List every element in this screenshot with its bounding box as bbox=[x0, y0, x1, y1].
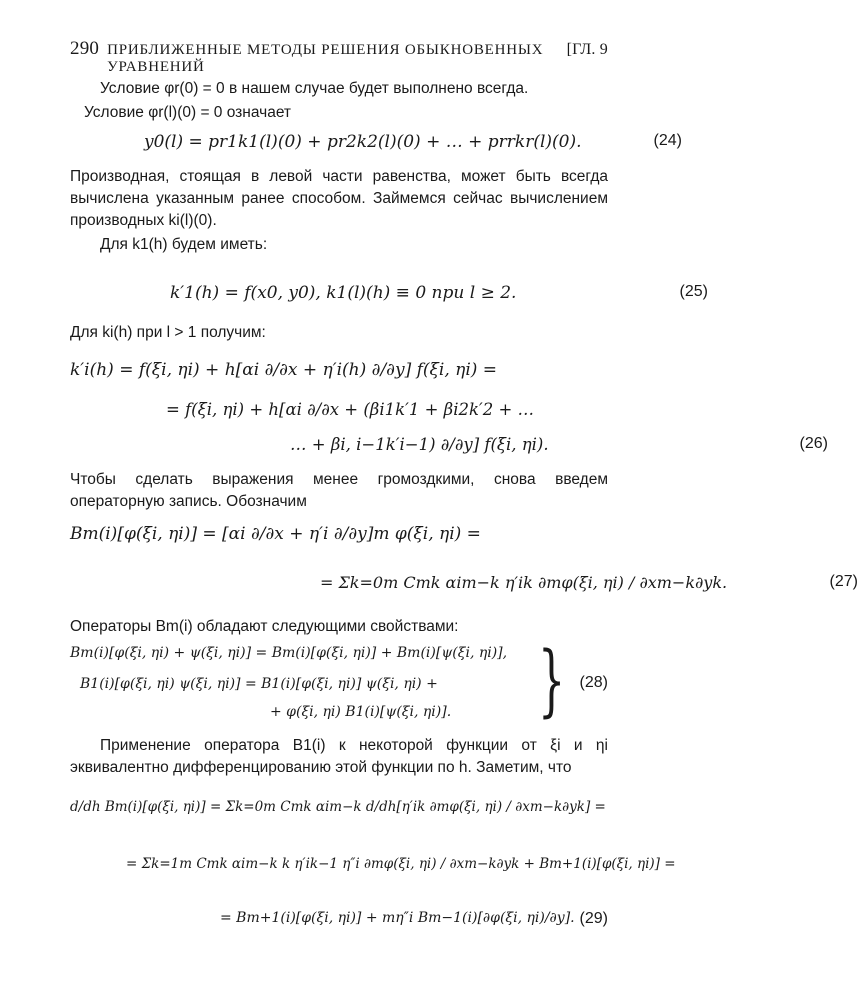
equation-26-line-1: k′i(h) = f(ξi, ηi) + h[αi ∂/∂x + η′i(h) ∂/∂y] f(ξi, ηi) = bbox=[70, 360, 498, 380]
equation-28-line-2: B1(i)[φ(ξi, ηi) ψ(ξi, ηi)] = B1(i)[φ(ξi, ηi)] ψ(ξi, ηi) + bbox=[80, 676, 438, 692]
equation-29-number: (29) bbox=[579, 910, 608, 927]
paragraph-1-line-2: Условие φr(l)(0) = 0 означает bbox=[84, 104, 292, 121]
equation-27-line-2 bbox=[70, 573, 858, 592]
equation-28-number: (28) bbox=[579, 674, 608, 691]
paragraph-4: Для ki(h) при l > 1 получим: bbox=[70, 324, 266, 341]
equation-24 bbox=[70, 132, 682, 152]
equation-24-number: (24) bbox=[653, 132, 682, 149]
chapter-label: [ГЛ. 9 bbox=[566, 41, 608, 58]
equation-28-line-3: + φ(ξi, ηi) B1(i)[ψ(ξi, ηi)]. bbox=[270, 704, 452, 720]
equation-29-line-1: d/dh Bm(i)[φ(ξi, ηi)] = Σk=0m Cmk αim−k d/dh[η′ik ∂mφ(ξi, ηi) / ∂xm−k∂yk] = bbox=[70, 799, 606, 815]
equation-29-line-3 bbox=[70, 910, 608, 926]
page-number: 290 bbox=[70, 38, 100, 59]
equation-26-line-2: = f(ξi, ηi) + h[αi ∂/∂x + (βi1k′1 + βi2k′2 + … bbox=[166, 400, 535, 419]
equation-24-body: y0(l) = pr1k1(l)(0) + pr2k2(l)(0) + … + prrkr(l)(0). bbox=[144, 132, 582, 152]
equation-27-line-1: Bm(i)[φ(ξi, ηi)] = [αi ∂/∂x + η′i ∂/∂y]m φ(ξi, ηi) = bbox=[70, 524, 481, 544]
equation-25 bbox=[70, 283, 708, 303]
running-header bbox=[70, 38, 608, 76]
equation-26-number: (26) bbox=[799, 435, 828, 452]
equation-27-line-2-body: = Σk=0m Cmk αim−k η′ik ∂mφ(ξi, ηi) / ∂xm−k∂yk. bbox=[320, 573, 728, 592]
equation-26-line-3 bbox=[70, 435, 828, 454]
paragraph-5: Чтобы сделать выражения менее громоздкими, снова введем операторную запись. Обозначим bbox=[70, 471, 608, 510]
book-page bbox=[70, 38, 858, 978]
equation-25-number: (25) bbox=[679, 283, 708, 300]
equation-29-line-2: = Σk=1m Cmk αim−k k η′ik−1 η″i ∂mφ(ξi, ηi) / ∂xm−k∂yk + Bm+1(i)[φ(ξi, ηi)] = bbox=[126, 856, 676, 872]
paragraph-3: Для k1(h) будем иметь: bbox=[100, 236, 268, 253]
paragraph-1-line-1: Условие φr(0) = 0 в нашем случае будет выполнено всегда. bbox=[100, 80, 529, 97]
equation-25-body: k′1(h) = f(x0, y0), k1(l)(h) ≡ 0 при l ≥ 2. bbox=[170, 283, 517, 303]
equation-27-number: (27) bbox=[829, 573, 858, 590]
paragraph-6: Операторы Bm(i) обладают следующими свойствами: bbox=[70, 618, 459, 635]
paragraph-2: Производная, стоящая в левой части равенства, может быть всегда вычислена указанным ранее способом. Займемся сейчас вычислением производных ki(l)(0). bbox=[70, 168, 608, 229]
equation-26-line-3-body: … + βi, i−1k′i−1) ∂/∂y] f(ξi, ηi). bbox=[290, 435, 549, 454]
paragraph-7: Применение оператора B1(i) к некоторой функции от ξi и ηi эквивалентно дифференцированию этой функции по h. Заметим, что bbox=[70, 737, 608, 776]
running-title: ПРИБЛИЖЕННЫЕ МЕТОДЫ РЕШЕНИЯ ОБЫКНОВЕННЫХ УРАВНЕНИЙ bbox=[107, 42, 544, 75]
equation-29-line-3-body: = Bm+1(i)[φ(ξi, ηi)] + mη″i Bm−1(i)[∂φ(ξi, ηi)/∂y]. bbox=[220, 910, 575, 926]
equation-28-brace: } bbox=[538, 636, 566, 726]
equation-28-line-1: Bm(i)[φ(ξi, ηi) + ψ(ξi, ηi)] = Bm(i)[φ(ξi, ηi)] + Bm(i)[ψ(ξi, ηi)], bbox=[70, 645, 508, 661]
